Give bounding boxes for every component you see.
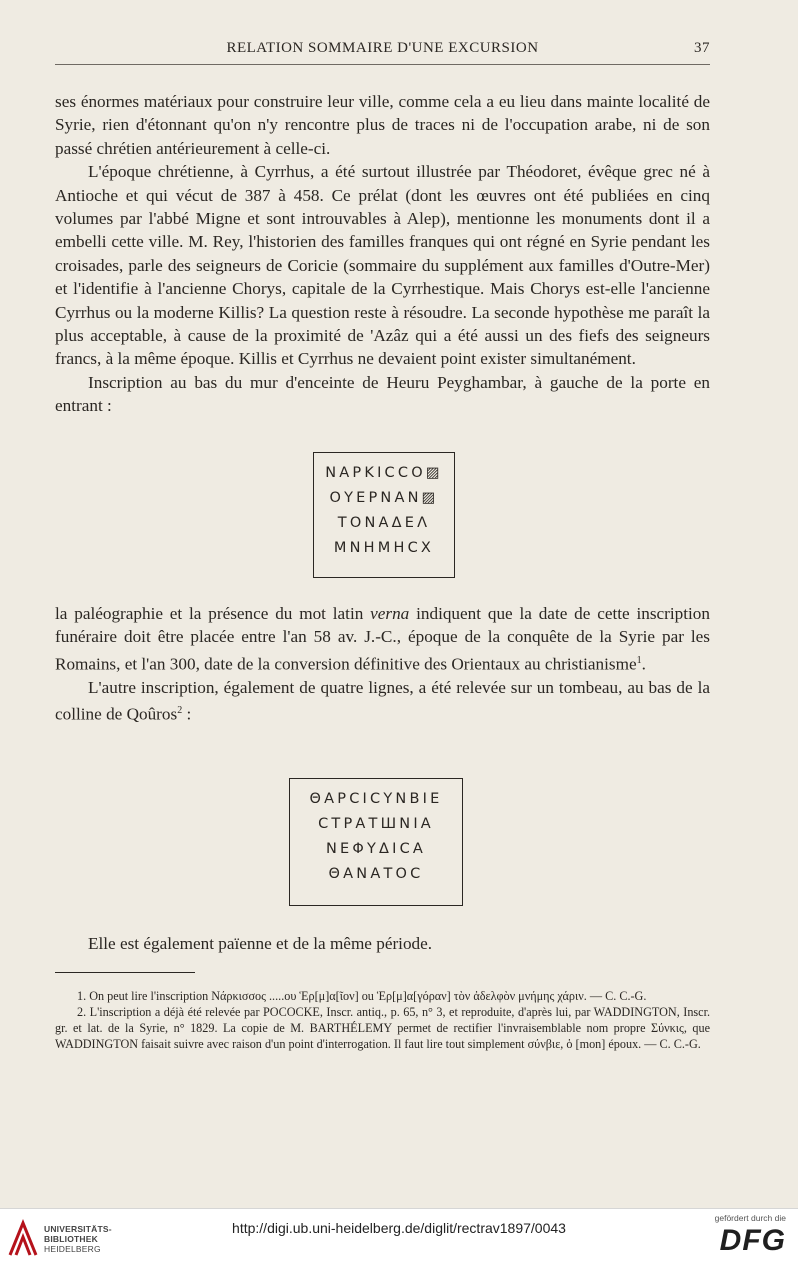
paragraph-4 <box>55 602 710 676</box>
inscription-2-line-3: ΝΕΦΥΔΙCΑ <box>325 841 427 857</box>
footnote-1: 1. On peut lire l'inscription Νάρκισσος .....ου Ἑρ[μ]α[ῖον] ou Ἑρ[μ]α[γόραν] τὸν ἀδελφὸν μνήμης χάριν. — C. C.-G. <box>77 989 647 1003</box>
footnote-rule <box>55 972 195 973</box>
text-block-1 <box>55 90 710 418</box>
paragraph-4-text-b: indiquent que la date de cette inscription funéraire doit être placée entre l'an 58 av. J.-C., époque de la conquête de la Syrie par les Romains, et l'an 300, date de la conversion définitive des Orientaux au christianisme <box>55 604 710 674</box>
paragraph-5-text: L'autre inscription, également de quatre lignes, a été relevée sur un tombeau, au bas de la colline de Qoûros <box>55 677 710 725</box>
footnote-ref-1: 1 <box>636 654 642 666</box>
running-head-title: RELATION SOMMAIRE D'UNE EXCURSION <box>226 40 539 56</box>
library-line-1: UNIVERSITÄTS- <box>44 1224 112 1234</box>
paragraph-3: Inscription au bas du mur d'enceinte de Heuru Peyghambar, à gauche de la porte en entrant : <box>55 372 710 416</box>
footnote-2: 2. L'inscription a déjà été relevée par POCOCKE, Inscr. antiq., p. 65, n° 3, et reproduite, d'après lui, par WADDINGTON, Inscr. gr. et lat. de la Syrie, n° 1829. La copie de M. BARTHÉLEMY permet de rectifier l'invraisemblable nom propre Σύνκις, que WADDINGTON faisait suivre avec raison d'un point d'interrogation. Il faut lire tout simplement σύνβιε, ὁ [mon] époux. — C. C.-G. <box>55 1005 710 1051</box>
header-rule <box>55 64 710 65</box>
dfg-logo[interactable]: DFG <box>719 1224 786 1257</box>
paragraph-6: Elle est également païenne et de la même période. <box>88 934 433 953</box>
footnotes <box>55 988 710 1052</box>
inscription-2-line-1: ΘΑΡCΙCΥΝΒΙΕ <box>309 791 443 807</box>
inscription-box-2 <box>289 778 463 906</box>
paragraph-4-end: . <box>641 654 646 674</box>
inscription-box-1 <box>313 452 455 578</box>
paragraph-5 <box>55 676 710 727</box>
text-block-3 <box>55 932 710 955</box>
inscription-1-line-3: ΤΟΝΑΔΕΛ <box>337 515 431 531</box>
paragraph-4-text-a: la paléographie et la présence du mot latin <box>55 604 371 623</box>
inscription-1-line-4: ΜΝΗΜΗCΧ <box>333 540 435 556</box>
paragraph-2: L'époque chrétienne, à Cyrrhus, a été surtout illustrée par Théodoret, évêque grec né à Antioche et qui vécut de 387 à 458. Ce prélat (dont les œuvres ont été publiées en cinq volumes par l'abbé Migne et sont introuvables à Alep), mentionne les monuments dont il a embelli cette ville. M. Rey, l'historien des familles franques qui ont régné en Syrie pendant les croisades, parle des seigneurs de Coricie (sommaire du supplément aux familles d'Outre-Mer) et l'identifie à l'ancienne Chorys, capitale de la Cyrrhestique. Mais Chorys est-elle l'ancienne Cyrrhus ou la moderne Killis? La question reste à résoudre. La seconde hypothèse me paraît la plus acceptable, à cause de la proximité de 'Azâz qui a été aussi un des fiefs des seigneurs francs, à la même époque. Killis et Cyrrhus ne devaient point exister simultanément. <box>55 162 710 369</box>
digital-copy-link[interactable]: http://digi.ub.uni-heidelberg.de/diglit/rectrav1897/0043 <box>232 1220 566 1236</box>
library-line-2: BIBLIOTHEK <box>44 1234 98 1244</box>
paragraph-5-end: : <box>182 705 192 725</box>
latin-word-verna: verna <box>370 604 410 623</box>
page-number: 37 <box>694 40 710 56</box>
funded-by-label: gefördert durch die <box>714 1213 786 1223</box>
viewer-footer <box>0 1208 798 1265</box>
inscription-1-line-2: ΟΥΕΡΝΑΝ▨ <box>329 490 439 506</box>
text-block-2 <box>55 602 710 727</box>
inscription-1-line-1: ΝΑΡΚΙCCΟ▨ <box>325 465 443 481</box>
footnote-ref-2: 2 <box>177 705 183 717</box>
library-line-3: HEIDELBERG <box>44 1244 101 1254</box>
inscription-2-line-2: CΤΡΑΤШΝΙΑ <box>318 816 434 832</box>
inscription-2-line-4: ΘΑΝΑΤΟC <box>328 866 424 882</box>
paragraph-1: ses énormes matériaux pour construire leur ville, comme cela a eu lieu dans mainte localité de Syrie, rien d'étonnant qu'on n'y rencontre plus de traces ni de l'occupation arabe, ni de son passé chrétien antérieurement à celle-ci. <box>55 92 710 158</box>
